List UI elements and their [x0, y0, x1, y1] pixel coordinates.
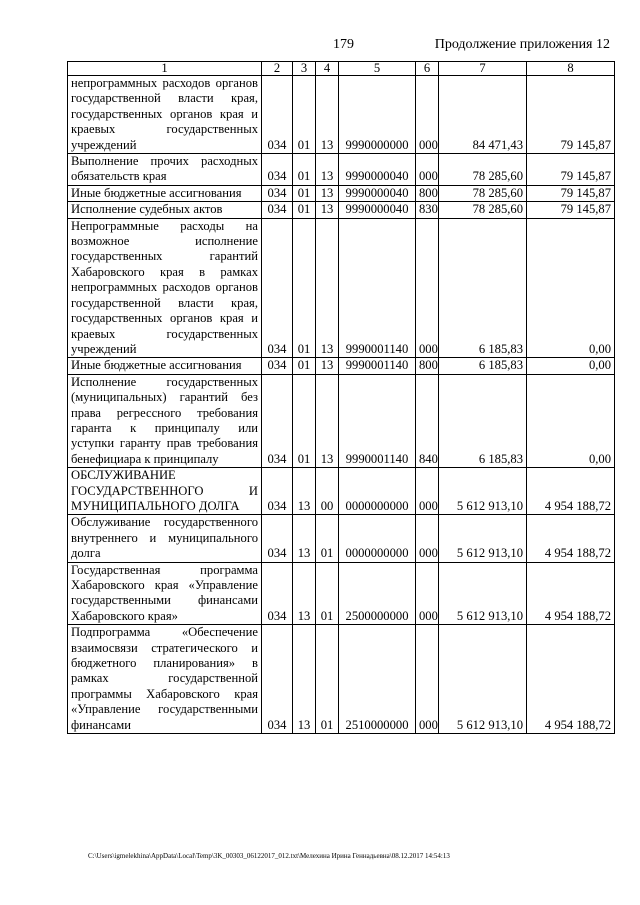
section-cell: 01 [293, 154, 316, 186]
admin-code-cell: 034 [262, 185, 293, 201]
amount-2-cell: 4 954 188,72 [527, 515, 615, 562]
amount-2-cell: 79 145,87 [527, 154, 615, 186]
expense-type-cell: 000 [416, 625, 439, 734]
target-article-cell: 9990000040 [339, 202, 416, 218]
amount-2-cell: 0,00 [527, 218, 615, 358]
amount-2-cell: 4 954 188,72 [527, 468, 615, 515]
target-article-cell: 9990001140 [339, 218, 416, 358]
admin-code-cell: 034 [262, 202, 293, 218]
expense-type-cell: 000 [416, 218, 439, 358]
admin-code-cell: 034 [262, 562, 293, 625]
column-header: 1 [68, 62, 262, 76]
admin-code-cell: 034 [262, 374, 293, 467]
amount-2-cell: 0,00 [527, 374, 615, 467]
amount-2-cell: 0,00 [527, 358, 615, 374]
table-row [68, 76, 615, 154]
subsection-cell: 13 [316, 358, 339, 374]
section-cell: 13 [293, 515, 316, 562]
row-name-cell: Государственная программа Хабаровского края «Управление государственными финансами Хабаровского края» [68, 562, 262, 625]
table-row [68, 154, 615, 186]
expense-type-cell: 800 [416, 185, 439, 201]
amount-2-cell: 4 954 188,72 [527, 625, 615, 734]
amount-1-cell: 6 185,83 [439, 218, 527, 358]
expense-type-cell: 000 [416, 76, 439, 154]
section-cell: 01 [293, 218, 316, 358]
amount-1-cell: 84 471,43 [439, 76, 527, 154]
amount-1-cell: 5 612 913,10 [439, 562, 527, 625]
expense-type-cell: 830 [416, 202, 439, 218]
column-header: 8 [527, 62, 615, 76]
column-header: 7 [439, 62, 527, 76]
table-header-row [68, 62, 615, 76]
row-name-cell: Обслуживание государственного внутреннего и муниципального долга [68, 515, 262, 562]
target-article-cell: 9990001140 [339, 358, 416, 374]
row-name-cell: непрограммных расходов органов государственной власти края, государственных органов края и краевых государственных учреждений [68, 76, 262, 154]
table-row [68, 218, 615, 358]
section-cell: 01 [293, 76, 316, 154]
amount-1-cell: 6 185,83 [439, 358, 527, 374]
row-name-cell: Подпрограмма «Обеспечение взаимосвязи стратегического и бюджетного планирования» в рамках государственной программы Хабаровского края «Управление государственными финансами [68, 625, 262, 734]
table-row [68, 358, 615, 374]
target-article-cell: 9990000000 [339, 76, 416, 154]
expense-type-cell: 800 [416, 358, 439, 374]
row-name-cell: Выполнение прочих расходных обязательств края [68, 154, 262, 186]
amount-1-cell: 6 185,83 [439, 374, 527, 467]
target-article-cell: 9990000040 [339, 154, 416, 186]
admin-code-cell: 034 [262, 515, 293, 562]
column-header: 4 [316, 62, 339, 76]
table-row [68, 202, 615, 218]
table-row [68, 625, 615, 734]
amount-2-cell: 79 145,87 [527, 185, 615, 201]
subsection-cell: 13 [316, 154, 339, 186]
admin-code-cell: 034 [262, 358, 293, 374]
amount-2-cell: 79 145,87 [527, 76, 615, 154]
amount-1-cell: 78 285,60 [439, 202, 527, 218]
row-name-cell: Непрограммные расходы на возможное исполнение государственных гарантий Хабаровского края в рамках непрограммных расходов органов государственной власти края, государственных органов края и краевых государственных учреждений [68, 218, 262, 358]
admin-code-cell: 034 [262, 625, 293, 734]
subsection-cell: 01 [316, 625, 339, 734]
admin-code-cell: 034 [262, 468, 293, 515]
admin-code-cell: 034 [262, 154, 293, 186]
amount-2-cell: 4 954 188,72 [527, 562, 615, 625]
target-article-cell: 9990000040 [339, 185, 416, 201]
table-row [68, 185, 615, 201]
budget-table [67, 61, 615, 734]
row-name-cell: Иные бюджетные ассигнования [68, 358, 262, 374]
subsection-cell: 01 [316, 515, 339, 562]
section-cell: 01 [293, 185, 316, 201]
section-cell: 13 [293, 562, 316, 625]
table-row [68, 468, 615, 515]
target-article-cell: 9990001140 [339, 374, 416, 467]
section-cell: 01 [293, 358, 316, 374]
subsection-cell: 13 [316, 76, 339, 154]
amount-2-cell: 79 145,87 [527, 202, 615, 218]
section-cell: 01 [293, 202, 316, 218]
expense-type-cell: 000 [416, 562, 439, 625]
page-caption: Продолжение приложения 12 [434, 37, 610, 52]
amount-1-cell: 5 612 913,10 [439, 515, 527, 562]
amount-1-cell: 78 285,60 [439, 185, 527, 201]
target-article-cell: 0000000000 [339, 515, 416, 562]
section-cell: 01 [293, 374, 316, 467]
expense-type-cell: 000 [416, 515, 439, 562]
target-article-cell: 0000000000 [339, 468, 416, 515]
column-header: 3 [293, 62, 316, 76]
target-article-cell: 2510000000 [339, 625, 416, 734]
row-name-cell: Исполнение судебных актов [68, 202, 262, 218]
column-header: 6 [416, 62, 439, 76]
amount-1-cell: 5 612 913,10 [439, 625, 527, 734]
subsection-cell: 01 [316, 562, 339, 625]
subsection-cell: 13 [316, 185, 339, 201]
admin-code-cell: 034 [262, 218, 293, 358]
section-cell: 13 [293, 625, 316, 734]
section-cell: 13 [293, 468, 316, 515]
subsection-cell: 00 [316, 468, 339, 515]
subsection-cell: 13 [316, 218, 339, 358]
page-number: 179 [333, 37, 354, 52]
column-header: 5 [339, 62, 416, 76]
table-row [68, 515, 615, 562]
expense-type-cell: 000 [416, 154, 439, 186]
amount-1-cell: 5 612 913,10 [439, 468, 527, 515]
expense-type-cell: 000 [416, 468, 439, 515]
subsection-cell: 13 [316, 202, 339, 218]
subsection-cell: 13 [316, 374, 339, 467]
table-row [68, 562, 615, 625]
row-name-cell: ОБСЛУЖИВАНИЕ ГОСУДАРСТВЕННОГО И МУНИЦИПАЛЬНОГО ДОЛГА [68, 468, 262, 515]
row-name-cell: Исполнение государственных (муниципальных) гарантий без права регрессного требования гаранта к принципалу или уступки гаранту прав требования бенефициара к принципалу [68, 374, 262, 467]
expense-type-cell: 840 [416, 374, 439, 467]
row-name-cell: Иные бюджетные ассигнования [68, 185, 262, 201]
column-header: 2 [262, 62, 293, 76]
amount-1-cell: 78 285,60 [439, 154, 527, 186]
admin-code-cell: 034 [262, 76, 293, 154]
target-article-cell: 2500000000 [339, 562, 416, 625]
file-path-footer: C:\Users\igmelekhina\AppData\Local\Temp\3K_00303_06122017_012.txt\Мелехина Ирина Геннадьевна\08.12.2017 14:54:13 [88, 852, 450, 860]
table-row [68, 374, 615, 467]
